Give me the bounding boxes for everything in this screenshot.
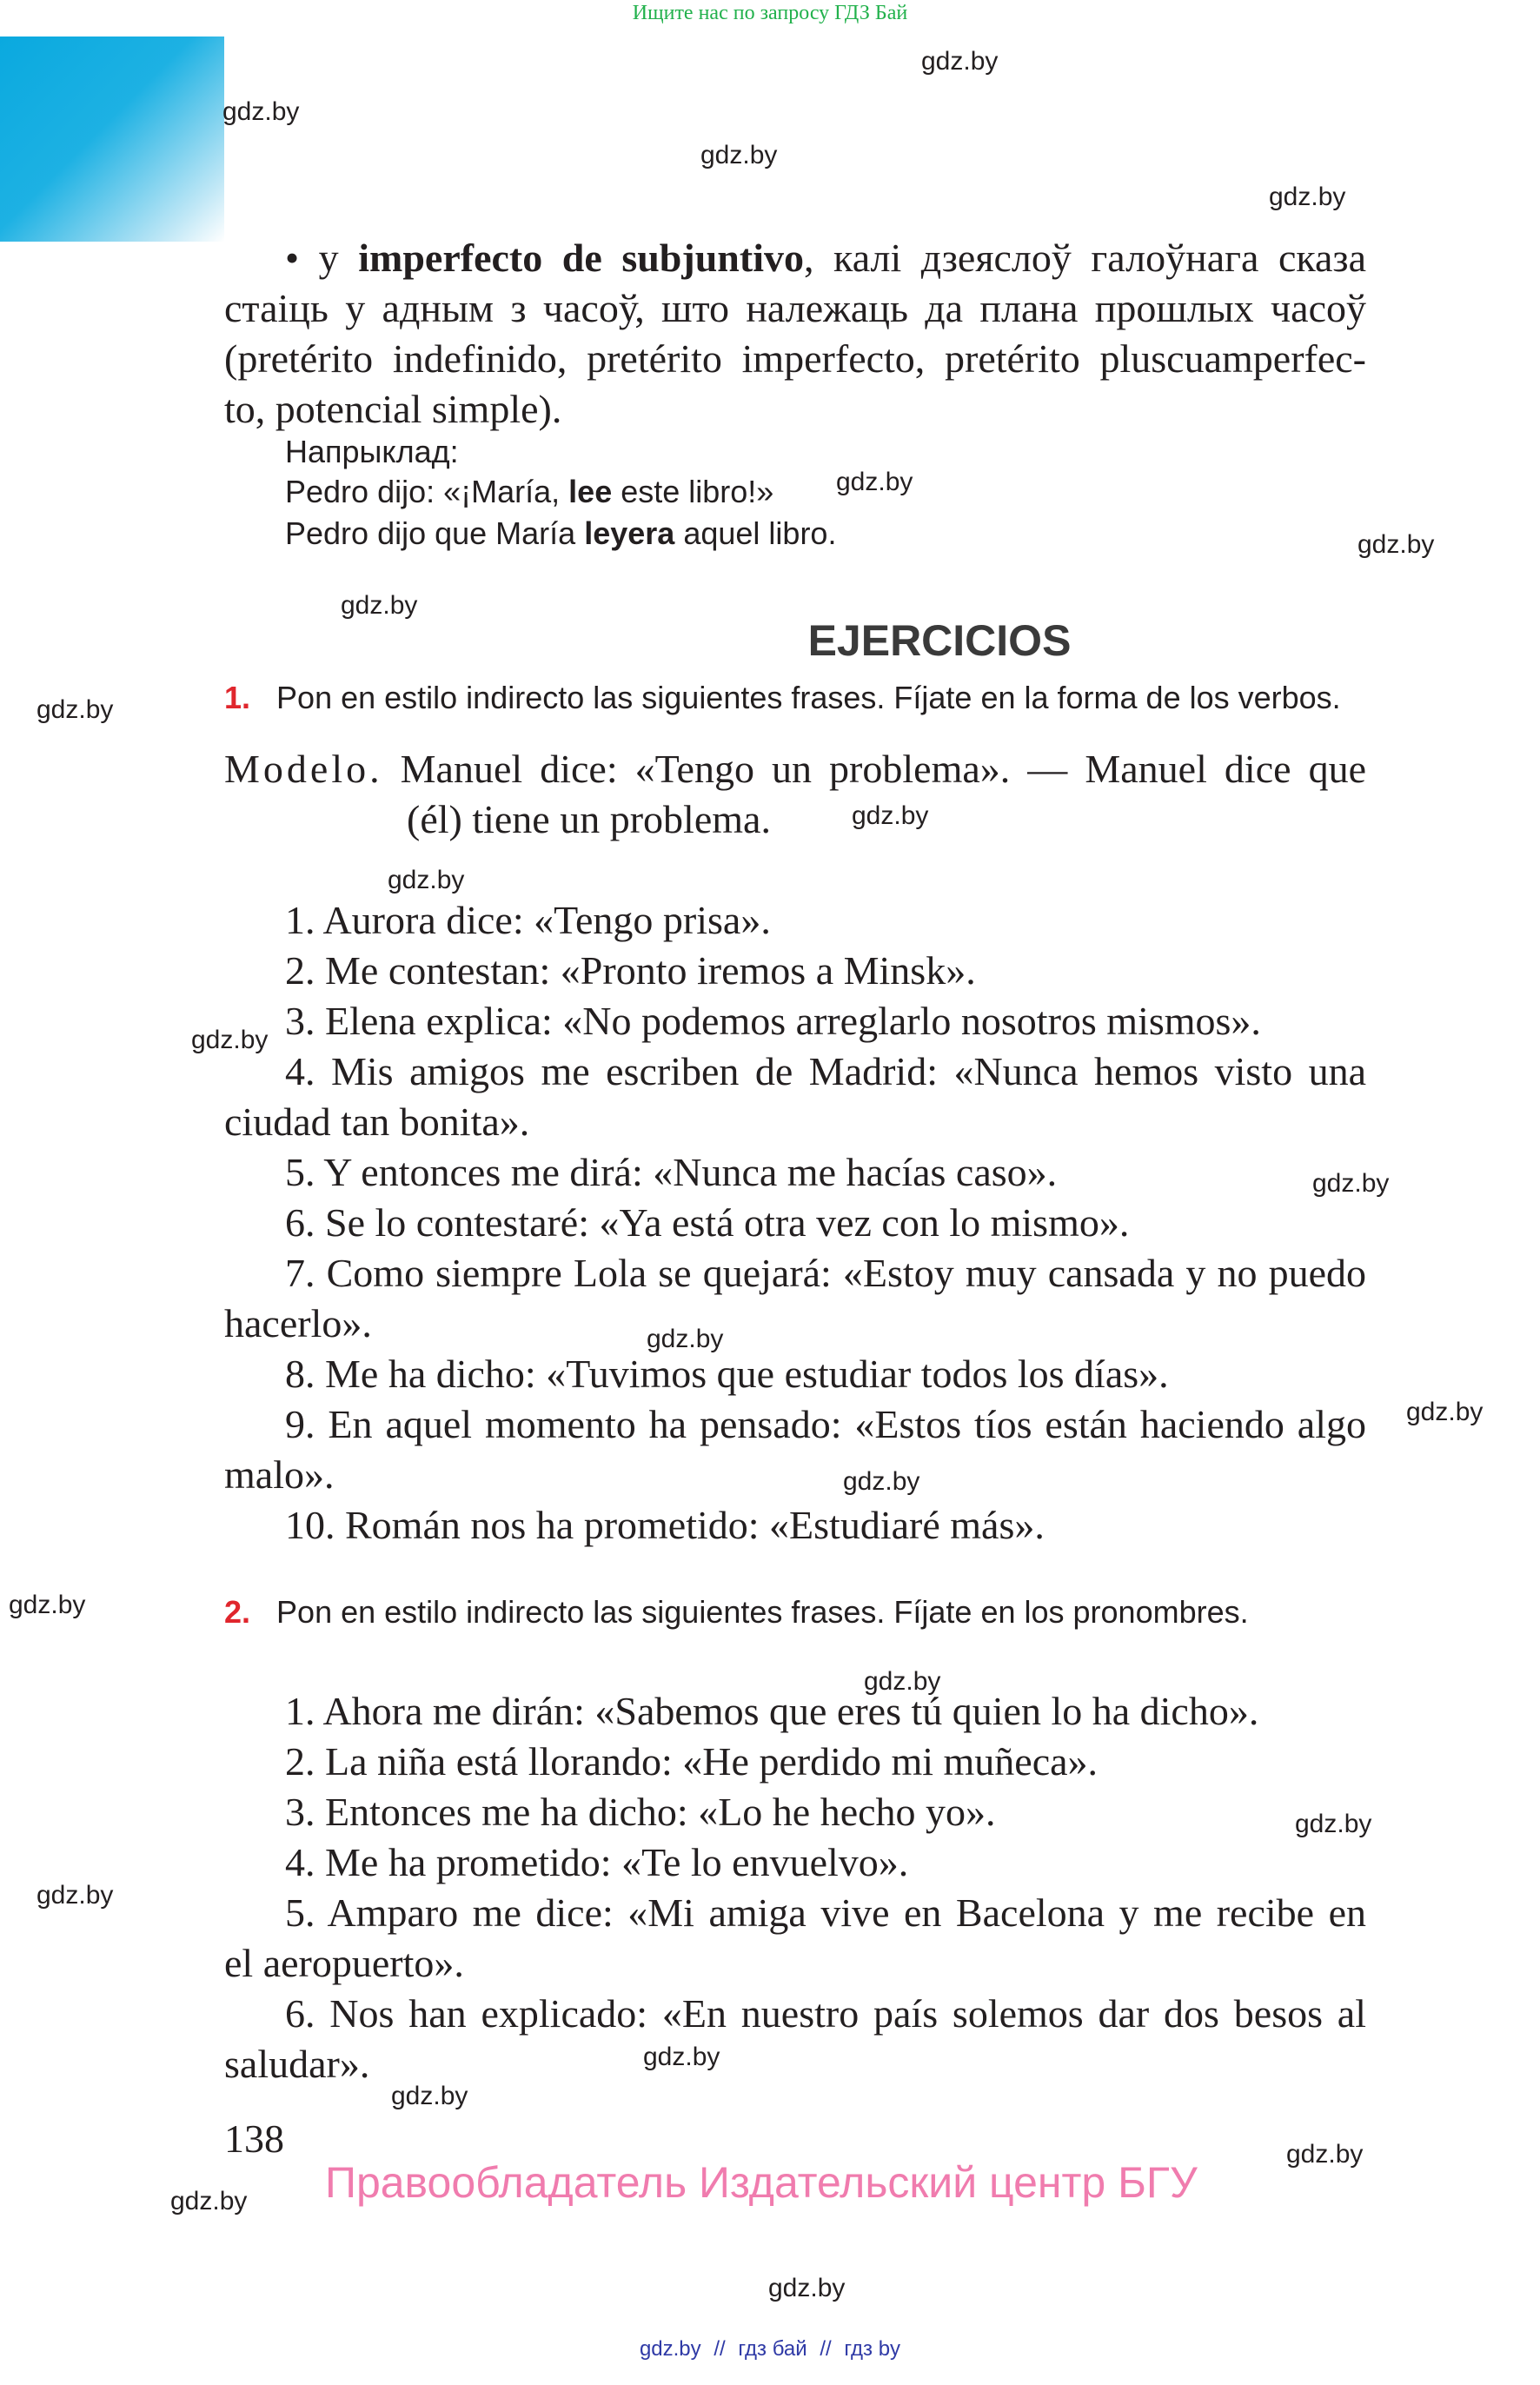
example-text: aquel libro. bbox=[683, 515, 837, 551]
footer-link[interactable]: gdz.by bbox=[639, 2337, 701, 2361]
list-item: 5. Y entonces me dirá: «Nunca me hacías caso». bbox=[285, 1150, 1058, 1194]
list-item-continuation: saludar». bbox=[224, 2042, 370, 2086]
list-item: 9. En aquel momento ha pensado: «Estos tíos están haciendo algo bbox=[285, 1402, 1366, 1446]
intro-line bbox=[224, 233, 1366, 283]
list-item: 4. Mis amigos me escriben de Madrid: «Nunca hemos visto una bbox=[285, 1049, 1366, 1093]
section-heading: EJERCICIOS bbox=[807, 616, 1072, 665]
list-item-continuation: el aeropuerto». bbox=[224, 1941, 464, 1985]
watermark: gdz.by bbox=[37, 695, 114, 724]
corner-decoration bbox=[0, 37, 224, 242]
example-verb: lee bbox=[568, 474, 613, 509]
watermark: gdz.by bbox=[222, 97, 300, 126]
footer-links bbox=[0, 2337, 1540, 2362]
watermark: gdz.by bbox=[391, 2082, 468, 2110]
list-item: 6. Nos han explicado: «En nuestro país solemos dar dos besos al bbox=[285, 1991, 1366, 2036]
example-text: Pedro dijo que María bbox=[285, 515, 576, 551]
list-item: 2. Me contestan: «Pronto iremos a Minsk». bbox=[285, 948, 976, 993]
model-line bbox=[224, 744, 1366, 794]
example-text: este libro!» bbox=[621, 474, 774, 509]
watermark: gdz.by bbox=[1286, 2140, 1364, 2169]
intro-lead: у bbox=[318, 236, 339, 280]
top-banner[interactable]: Ищите нас по запросу ГДЗ Бай bbox=[632, 2, 908, 24]
list-item: 5. Amparo me dice: «Mi amiga vive en Bacelona y me recibe en bbox=[285, 1890, 1366, 1935]
watermark: gdz.by bbox=[643, 2043, 720, 2071]
watermark: gdz.by bbox=[700, 141, 778, 169]
list-item: 10. Román nos ha prometido: «Estudiaré más». bbox=[285, 1503, 1045, 1547]
watermark: gdz.by bbox=[836, 468, 913, 496]
footer-link[interactable]: гдз by bbox=[844, 2337, 901, 2361]
list-item: 7. Como siempre Lola se quejará: «Estoy muy cansada y no puedo bbox=[285, 1251, 1366, 1295]
exercise-2-header bbox=[224, 1594, 1249, 1631]
list-item-continuation: ciudad tan bonita». bbox=[224, 1099, 530, 1144]
intro-text: , калі дзеяслоў галоўнага сказа bbox=[803, 236, 1367, 280]
list-item-continuation: malo». bbox=[224, 1452, 335, 1497]
model-text: Manuel dice: «Tengo un problema». — Manuel dice que bbox=[400, 747, 1366, 791]
watermark: gdz.by bbox=[864, 1667, 941, 1696]
watermark: gdz.by bbox=[388, 866, 465, 894]
bullet: • bbox=[285, 236, 300, 280]
grammar-term: imperfecto de subjuntivo bbox=[358, 236, 804, 280]
copyright-notice: Правообладатель Издательский центр БГУ bbox=[325, 2158, 1198, 2207]
watermark: gdz.by bbox=[1312, 1169, 1390, 1198]
watermark: gdz.by bbox=[843, 1467, 920, 1496]
list-item: 4. Me ha prometido: «Te lo envuelvo». bbox=[285, 1840, 909, 1884]
watermark: gdz.by bbox=[921, 47, 999, 76]
page-number: 138 bbox=[224, 2116, 284, 2161]
list-item: 1. Ahora me dirán: «Sabemos que eres tú quien lo ha dicho». bbox=[285, 1689, 1259, 1733]
watermark: gdz.by bbox=[1357, 530, 1435, 559]
list-item: 6. Se lo contestaré: «Ya está otra vez con lo mismo». bbox=[285, 1200, 1130, 1245]
footer-link[interactable]: гдз бай bbox=[738, 2337, 807, 2361]
model-label: Modelo. bbox=[224, 747, 383, 791]
list-item-continuation: hacerlo». bbox=[224, 1301, 372, 1345]
example-direct bbox=[285, 471, 773, 513]
footer-separator: // bbox=[714, 2337, 726, 2361]
exercise-instruction: Pon en estilo indirecto las siguientes frases. Fíjate en los pronombres. bbox=[276, 1594, 1249, 1630]
watermark: gdz.by bbox=[170, 2187, 248, 2216]
list-item: 1. Aurora dice: «Tengo prisa». bbox=[285, 898, 771, 942]
watermark: gdz.by bbox=[852, 801, 929, 830]
list-item: 8. Me ha dicho: «Tuvimos que estudiar todos los días». bbox=[285, 1352, 1169, 1396]
watermark: gdz.by bbox=[1295, 1810, 1372, 1838]
watermark: gdz.by bbox=[1269, 183, 1346, 211]
watermark: gdz.by bbox=[191, 1026, 269, 1054]
watermark: gdz.by bbox=[1406, 1398, 1484, 1426]
intro-line: to, potencial simple). bbox=[224, 387, 562, 431]
watermark: gdz.by bbox=[647, 1325, 724, 1353]
model-line: (él) tiene un problema. bbox=[407, 797, 771, 841]
model-block bbox=[224, 744, 1366, 845]
footer-separator: // bbox=[820, 2337, 832, 2361]
example-verb: leyera bbox=[584, 515, 675, 551]
example-text: Pedro dijo: «¡María, bbox=[285, 474, 561, 509]
watermark: gdz.by bbox=[37, 1881, 114, 1910]
intro-paragraph bbox=[224, 233, 1366, 435]
example-label: Напрыклад: bbox=[285, 434, 459, 469]
list-item: 3. Elena explica: «No podemos arreglarlo nosotros mismos». bbox=[285, 999, 1261, 1043]
intro-line: стаіць у адным з часоў, што належаць да плана прошлых часоў bbox=[224, 286, 1366, 330]
exercise-instruction: Pon en estilo indirecto las siguientes frases. Fíjate en la forma de los verbos. bbox=[276, 680, 1341, 715]
exercise-number: 1. bbox=[224, 680, 251, 715]
watermark: gdz.by bbox=[768, 2274, 846, 2302]
watermark: gdz.by bbox=[341, 591, 418, 620]
list-item: 2. La niña está llorando: «He perdido mi muñeca». bbox=[285, 1739, 1099, 1784]
list-item: 3. Entonces me ha dicho: «Lo he hecho yo». bbox=[285, 1790, 996, 1834]
watermark: gdz.by bbox=[9, 1591, 86, 1619]
example-indirect bbox=[285, 513, 836, 555]
exercise-number: 2. bbox=[224, 1594, 251, 1630]
intro-line: (pretérito indefinido, pretérito imperfecto, pretérito pluscuamperfec- bbox=[224, 336, 1366, 381]
exercise-1-header bbox=[224, 680, 1341, 716]
